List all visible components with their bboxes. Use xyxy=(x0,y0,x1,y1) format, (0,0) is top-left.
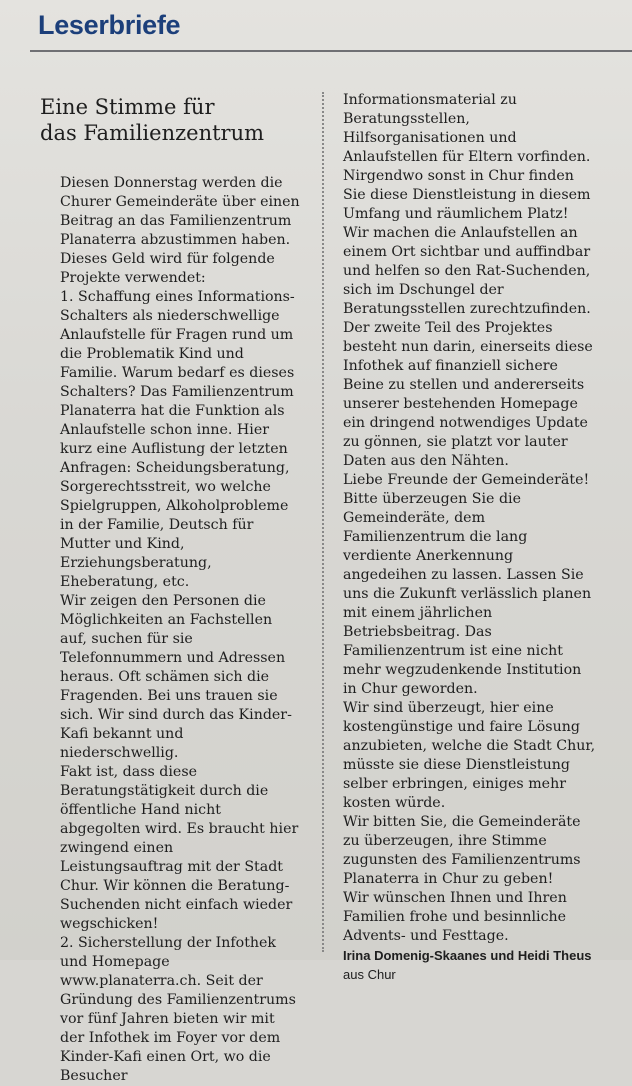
left-column xyxy=(60,174,300,1084)
paragraph-intro: Diesen Donnerstag werden die Churer Gemeinderäte über einen Beitrag an das Familienzentrum Planaterra abzustimmen haben. Dieses Geld wird für folgende Projekte verwendet: xyxy=(60,175,300,286)
paragraph-wishes: Wir wünschen Ihnen und Ihren Familien frohe und besinnliche Advents- und Festtage. xyxy=(343,890,567,944)
paragraph-second-part: Der zweite Teil des Projektes besteht nun darin, einerseits diese Infothek auf finanziell sichere Beine zu stellen und andererseits unserer bestehenden Homepage ein dringend notwendiges Update zu gönnen, sie platzt vor lauter Daten aus den Nähten. xyxy=(343,320,593,469)
paragraph-request: Wir bitten Sie, die Gemeinderäte zu überzeugen, ihre Stimme zugunsten des Familienzentrums Planaterra in Chur zu geben! xyxy=(343,814,581,887)
author-place: aus Chur xyxy=(343,967,396,982)
paragraph-possibilities: Wir zeigen den Personen die Möglichkeiten an Fachstellen auf, suchen für sie Telefonnummern und Adressen heraus. Oft schämen sich die Fragenden. Bei uns trauen sie sich. Wir sind durch das Kinder-Kafi bekannt und niederschwellig. xyxy=(60,593,292,761)
right-column xyxy=(343,91,597,982)
column-divider xyxy=(322,92,324,952)
author-names: Irina Domenig-Skaanes und Heidi Theus xyxy=(343,948,592,963)
headline-line-1: Eine Stimme für xyxy=(40,95,215,119)
paragraph-infomaterial: Informationsmaterial zu Beratungsstellen, Hilfsorganisationen und Anlaufstellen für Eltern vorfinden. Nirgendwo sonst in Chur finden Sie diese Dienstleistung in diesem Umfang und räumlichem Platz! xyxy=(343,92,591,222)
section-kicker: Leserbriefe xyxy=(38,10,181,40)
kicker-rule xyxy=(30,50,632,52)
article-author xyxy=(343,946,597,984)
paragraph-point-1: 1. Schaffung eines Informations-Schalters als niederschwellige Anlaufstelle für Fragen rund um die Problematik Kind und Familie. Warum bedarf es dieses Schalters? Das Familienzentrum Planaterra hat die Funktion als Anlaufstelle schon inne. Hier kurz eine Auflistung der letzten Anfragen: Scheidungsberatung, Sorgerechtsstreit, wo welche Spielgruppen, Alkoholprobleme in der Familie, Deutsch für Mutter und Kind, Erziehungsberatung, Eheberatung, etc. xyxy=(60,289,295,590)
paragraph-visibility: Wir machen die Anlaufstellen an einem Ort sichtbar und auffindbar und helfen so den Rat-Suchenden, sich im Dschungel der Beratungsstellen zurechtzufinden. xyxy=(343,225,591,317)
article-headline xyxy=(40,94,310,146)
paragraph-point-2: 2. Sicherstellung der Infothek und Homepage www.planaterra.ch. Seit der Gründung des Familienzentrums vor fünf Jahren bieten wir mit der Infothek im Foyer vor dem Kinder-Kafi einen Ort, wo die Besucher xyxy=(60,935,296,1084)
paragraph-appeal: Liebe Freunde der Gemeinderäte! Bitte überzeugen Sie die Gemeinderäte, dem Familienzentrum die lang verdiente Anerkennung angedeihen zu lassen. Lassen Sie uns die Zukunft verlässlich planen mit einem jährlichen Betriebsbeitrag. Das Familienzentrum ist eine nicht mehr wegzudenkende Institution in Chur geworden. xyxy=(343,472,592,697)
headline-line-2: das Familienzentrum xyxy=(40,121,265,145)
paragraph-fact: Fakt ist, dass diese Beratungstätigkeit durch die öffentliche Hand nicht abgegolten wird. Es braucht hier zwingend einen Leistungsauftrag mit der Stadt Chur. Wir können die Beratung-Suchenden nicht einfach wieder wegschicken! xyxy=(60,764,299,932)
paragraph-conviction: Wir sind überzeugt, hier eine kostengünstige und faire Lösung anzubieten, welche die Stadt Chur, müsste sie diese Dienstleistung selber erbringen, einiges mehr kosten würde. xyxy=(343,700,596,811)
